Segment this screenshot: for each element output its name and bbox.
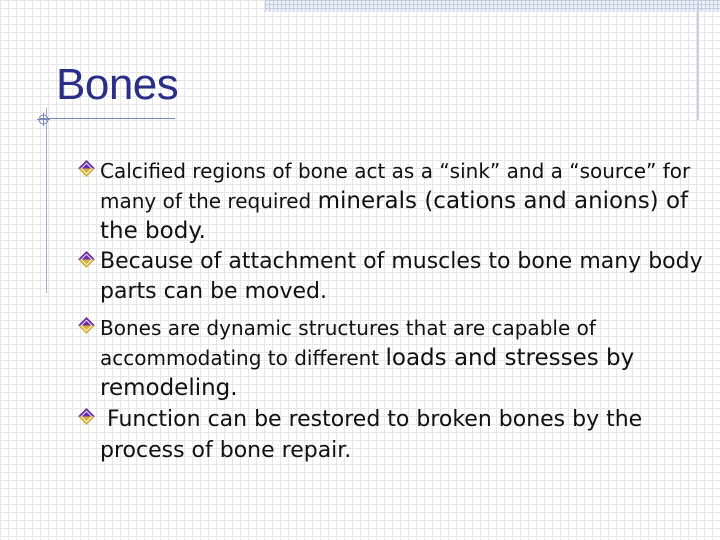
header-grid-band — [265, 0, 720, 12]
bullet-text-part: loads and stresses by remodeling. — [100, 345, 635, 401]
decorative-right-line — [697, 0, 699, 120]
decorative-left-line — [46, 108, 47, 293]
title-underline — [40, 118, 175, 119]
bullet-item — [78, 404, 708, 466]
diamond-bullet-icon — [78, 160, 95, 177]
diamond-bullet-icon — [78, 251, 95, 268]
bullet-item — [78, 156, 708, 246]
crosshair-icon — [37, 113, 50, 126]
diamond-bullet-icon — [78, 317, 95, 334]
bullet-text-part: minerals (cations and anions) of the body. — [100, 188, 689, 244]
diamond-bullet-icon — [78, 408, 95, 425]
bullet-item — [78, 313, 708, 403]
bullet-text: Because of attachment of muscles to bone many body parts can be moved. — [100, 249, 703, 304]
bullet-item — [78, 247, 708, 307]
slide-title: Bones — [56, 60, 179, 109]
bullet-list — [78, 156, 708, 466]
bullet-text: Function can be restored to broken bones by the process of bone repair. — [100, 407, 650, 463]
bullet-text-part: Bones are dynamic structures that are capable of accommodating to different — [100, 316, 596, 370]
bullet-text-part: Calcified regions of bone act as a “sink” and a “source” for many of the required — [100, 159, 691, 213]
